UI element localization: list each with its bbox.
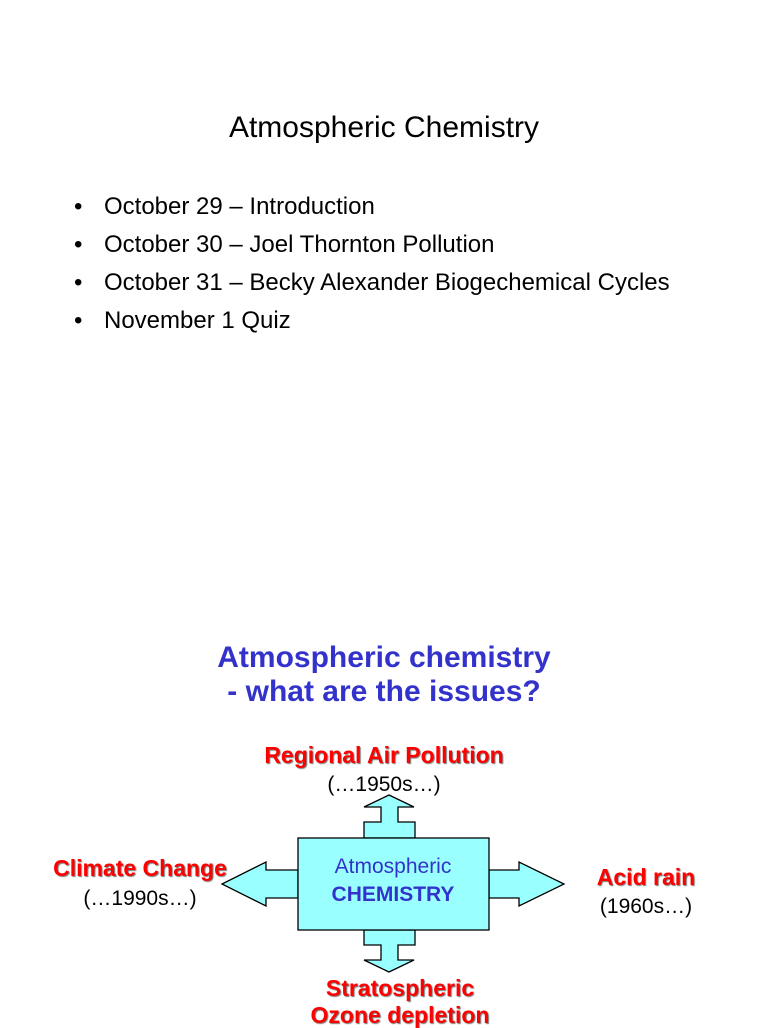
arrow-up-icon — [364, 795, 415, 838]
issues-title-line2: - what are the issues? — [227, 675, 541, 708]
bullet-icon: • — [74, 307, 83, 334]
era-regional-air-pollution: (…1950s…) — [327, 773, 441, 796]
arrow-down-icon — [364, 930, 415, 972]
issue-climate-change: Climate Change — [53, 855, 227, 881]
era-climate-change: (…1990s…) — [83, 887, 197, 910]
issue-ozone-depletion: Ozone depletion — [310, 1002, 490, 1028]
box-line2: CHEMISTRY — [331, 883, 455, 906]
era-acid-rain: (1960s…) — [599, 895, 693, 918]
arrow-right-icon — [489, 862, 564, 906]
chemistry-box-label — [298, 853, 488, 909]
agenda-text: October 31 – Becky Alexander Biogechemical Cycles — [104, 269, 670, 296]
agenda-text: October 29 – Introduction — [104, 193, 375, 220]
slide-title: Atmospheric Chemistry — [228, 111, 540, 144]
bullet-icon: • — [74, 193, 83, 220]
box-line1: Atmospheric — [334, 855, 452, 878]
agenda-text: November 1 Quiz — [104, 307, 291, 334]
bullet-icon: • — [74, 269, 83, 296]
bullet-icon: • — [74, 231, 83, 258]
issue-regional-air-pollution: Regional Air Pollution — [264, 742, 504, 768]
issue-stratospheric: Stratospheric — [325, 975, 475, 1001]
issues-title-line1: Atmospheric chemistry — [217, 641, 551, 674]
issue-acid-rain: Acid rain — [596, 864, 696, 890]
agenda-text: October 30 – Joel Thornton Pollution — [104, 231, 495, 258]
